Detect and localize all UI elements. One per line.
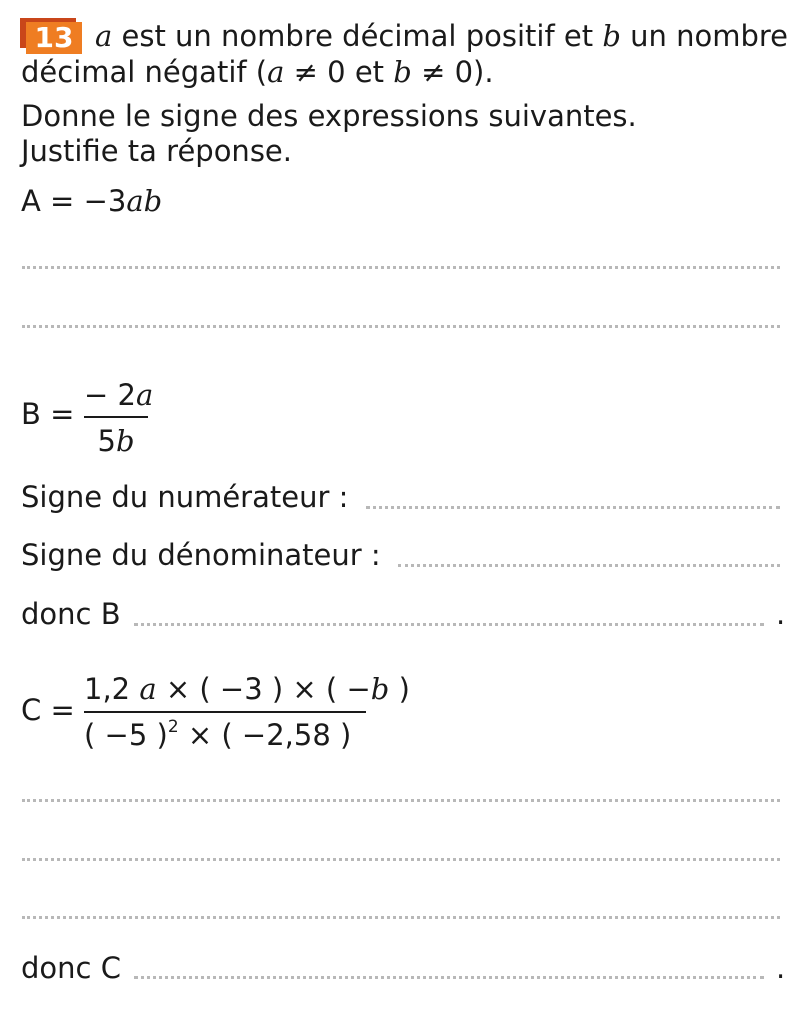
conclusion-b-end-dot: . [776,597,786,631]
expr-c-numerator [84,672,410,706]
var-b: b [393,55,412,89]
instruction-1: Donne le signe des expressions suivantes. [21,99,637,133]
expr-b-den-coef: 5 [97,424,116,458]
var-a: a [267,55,285,89]
expr-b-numerator [84,378,154,412]
conclusion-c-answer-line[interactable] [134,976,764,979]
expr-a-vars: ab [126,184,163,218]
exercise-number: 13 [26,22,82,54]
numerator-prompt: Signe du numérateur : [21,480,349,514]
conclusion-c: donc C [21,951,121,985]
expression-a [21,184,162,218]
expr-c-den-exponent: 2 [167,717,179,737]
expr-c-num-middle: × ( −3 ) × ( − [165,672,371,706]
expr-c-num-a: a [139,672,157,706]
intro-text-2: décimal négatif ( [21,55,268,89]
expr-c-fraction-bar [84,711,366,713]
expr-b-num-var: a [135,378,154,412]
condition-a: ≠ 0 et [293,55,385,89]
expr-b-label: B = [21,397,75,431]
answer-line-c-2[interactable] [22,858,780,861]
expr-b-num-coef: − 2 [84,378,136,412]
expr-a-label: A = [21,184,75,218]
expr-c-label: C = [21,693,75,727]
expr-c-num-close: ) [398,672,410,706]
intro-line-1 [95,19,788,53]
denominator-answer-line[interactable] [398,564,780,567]
instruction-2: Justifie ta réponse. [21,134,292,168]
answer-line-c-1[interactable] [22,799,780,802]
conclusion-b: donc B [21,597,121,631]
answer-line-a-1[interactable] [22,266,780,269]
expr-c-den-base: ( −5 ) [84,718,168,752]
var-a: a [95,19,113,53]
denominator-prompt: Signe du dénominateur : [21,538,381,572]
expr-c-denominator [84,718,351,752]
answer-line-c-3[interactable] [22,916,780,919]
condition-b: ≠ 0). [421,55,494,89]
expr-c-num-coef: 1,2 [84,672,131,706]
expr-c-num-b: b [370,672,390,706]
expr-b-den-var: b [115,424,135,458]
expr-c-den-rest: × ( −2,58 ) [187,718,352,752]
numerator-answer-line[interactable] [366,506,780,509]
conclusion-c-end-dot: . [776,951,786,985]
expr-a-coef: −3 [83,184,127,218]
intro-line-2 [21,55,494,89]
intro-text-1-end: un nombre [630,19,788,53]
expr-b-denominator [84,424,148,458]
conclusion-b-answer-line[interactable] [134,623,764,626]
answer-line-a-2[interactable] [22,325,780,328]
var-b: b [602,19,621,53]
exercise-number-badge [20,18,82,54]
expr-b-fraction-bar [84,416,148,418]
intro-text-1: est un nombre décimal positif et [121,19,594,53]
